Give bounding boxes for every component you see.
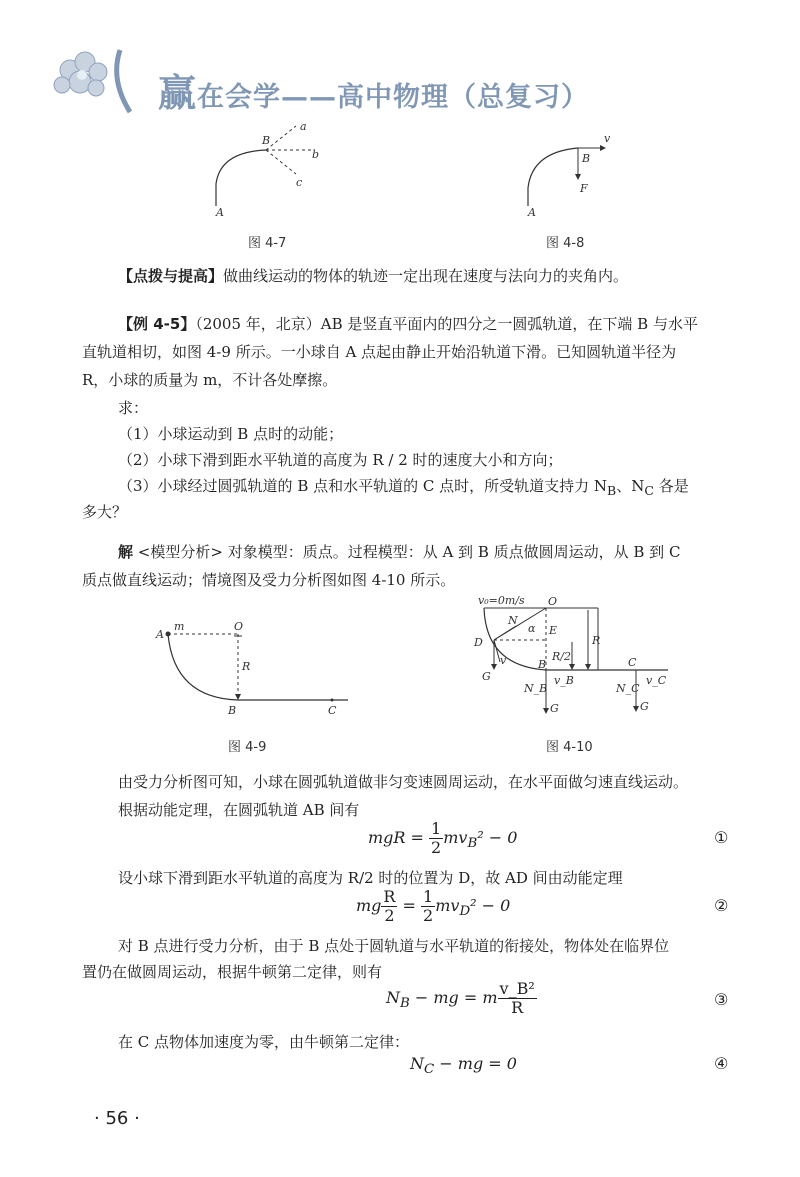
label-O: O <box>548 595 558 608</box>
label-O: O <box>234 620 244 633</box>
figure-4-8 <box>516 118 636 218</box>
label-B: B <box>538 658 547 671</box>
label-vC: v_C <box>646 674 667 687</box>
label-R: R <box>242 660 251 673</box>
figure-4-9 <box>150 612 360 722</box>
example-ask: 求： <box>118 399 149 417</box>
label-B: B <box>228 704 237 717</box>
label-NB: N_B <box>524 682 548 695</box>
book-title: 赢在会学——高中物理（总复习） <box>158 71 590 115</box>
equation-3: $N_B$ − mg = m $\frac{\text{v\_B²}}{R}$ <box>386 979 535 1017</box>
tip-paragraph: 【点拨与提高】做曲线运动的物体的轨迹一定出现在速度与法向力的夹角内。 <box>118 267 629 285</box>
label-v: v <box>500 654 507 667</box>
label-m: m <box>174 620 185 633</box>
body-p1: 由受力分析图可知，小球在圆弧轨道做非匀变速圆周运动，在水平面做匀速直线运动。 <box>118 773 689 791</box>
caption-4-10: 图 4-10 <box>546 740 593 755</box>
label-C: C <box>628 656 637 669</box>
caption-4-8: 图 4-8 <box>546 236 585 251</box>
body-p5: 置仍在做圆周运动，根据牛顿第二定律，则有 <box>82 963 383 981</box>
equation-3-number: ③ <box>714 990 729 1009</box>
caption-4-9: 图 4-9 <box>228 740 267 755</box>
label-B: B <box>262 134 271 147</box>
label-E: E <box>549 624 558 637</box>
label-c: c <box>296 176 303 189</box>
label-v: v <box>604 132 611 145</box>
label-A: A <box>528 206 536 218</box>
label-G: G <box>482 670 491 683</box>
body-p6: 在 C 点物体加速度为零，由牛顿第二定律： <box>118 1033 410 1051</box>
label-a: a <box>300 120 307 133</box>
label-A: A <box>156 628 164 641</box>
page-header <box>40 40 760 120</box>
label-R2: R/2 <box>552 650 571 663</box>
body-p4: 对 B 点进行受力分析，由于 B 点处于圆轨道与水平轨道的衔接处，物体处在临界位 <box>118 937 670 955</box>
label-v0: v₀=0m/s <box>478 594 525 607</box>
label-C: C <box>328 704 337 717</box>
label-N: N <box>508 614 518 627</box>
equation-4: $N_C$ − mg = 0 <box>410 1054 517 1078</box>
solution-line-1: 解 <模型分析> 对象模型：质点。过程模型：从 A 到 B 质点做圆周运动，从 B 到 C <box>118 543 681 561</box>
question-3: （3）小球经过圆弧轨道的 B 点和水平轨道的 C 点时，所受轨道支持力 $N_B$、$N_C$ 各是 <box>118 477 689 498</box>
solution-line-2: 质点做直线运动；情境图及受力分析图如图 4-10 所示。 <box>82 571 456 589</box>
question-1: （1）小球运动到 B 点时的动能； <box>118 425 344 443</box>
question-2: （2）小球下滑到距水平轨道的高度为 R / 2 时的速度大小和方向； <box>118 451 563 469</box>
figure-4-7 <box>200 118 340 218</box>
example-line-1: 【例 4-5】（2005 年，北京）AB 是竖直平面内的四分之一圆弧轨道，在下端 B 与水平 <box>118 315 698 333</box>
example-line-2: 直轨道相切，如图 4-9 所示。一小球自 A 点起由静止开始沿轨道下滑。已知圆轨道半径为 <box>82 343 677 361</box>
caption-4-7: 图 4-7 <box>248 236 287 251</box>
label-B: B <box>582 152 591 165</box>
label-G3: G <box>640 700 649 713</box>
equation-1-number: ① <box>714 828 729 847</box>
label-D: D <box>474 636 483 649</box>
figure-4-10 <box>468 594 678 724</box>
label-b: b <box>312 148 320 161</box>
equation-4-number: ④ <box>714 1054 729 1073</box>
equation-1: mgR = $\frac{1}{2}$ $mv_B^2 - 0$ <box>368 819 518 857</box>
equation-2-number: ② <box>714 896 729 915</box>
label-vB: v_B <box>554 674 574 687</box>
page-number: · 56 · <box>94 1108 140 1129</box>
question-3-cont: 多大？ <box>82 503 128 521</box>
example-line-3: R，小球的质量为 m，不计各处摩擦。 <box>82 371 338 389</box>
body-p2: 根据动能定理，在圆弧轨道 AB 间有 <box>118 801 360 819</box>
label-A: A <box>216 206 224 218</box>
label-G2: G <box>550 702 559 715</box>
body-p3: 设小球下滑到距水平轨道的高度为 R/2 时的位置为 D，故 AD 间由动能定理 <box>118 869 623 887</box>
flower-logo-icon <box>40 40 160 120</box>
label-NC: N_C <box>616 682 640 695</box>
equation-2: mg $\frac{R}{2}$ = $\frac{1}{2}$ $mv_D^2 - 0$ <box>356 887 511 925</box>
label-F: F <box>580 182 588 195</box>
label-alpha: α <box>528 622 536 635</box>
label-R: R <box>592 634 601 647</box>
